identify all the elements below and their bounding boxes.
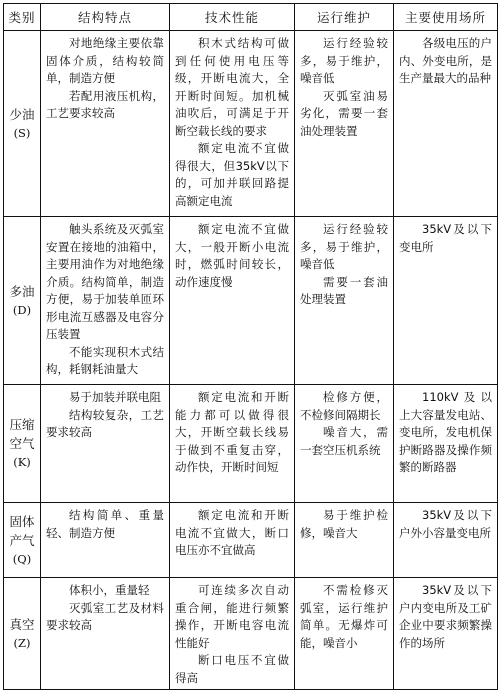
performance-text: 断口电压不宜做得高 bbox=[175, 653, 289, 685]
maintenance-text: 不需检修灭弧室，运行维护简单。无爆炸可能，噪音小 bbox=[300, 583, 388, 650]
maintenance-text: 灭弧室油易劣化，需要一套油处理装置 bbox=[300, 88, 388, 138]
maintenance-text: 易于维护检修，噪音大 bbox=[300, 508, 388, 540]
structure-text: 体积小，重量轻 bbox=[69, 583, 150, 597]
structure-text: 结构较复杂，工艺要求较高 bbox=[46, 407, 164, 439]
structure-text: 易于加装并联电阻 bbox=[69, 390, 161, 404]
performance-cell bbox=[170, 217, 295, 385]
category-code: (K) bbox=[13, 455, 31, 469]
usage-cell bbox=[394, 578, 498, 690]
table-row bbox=[4, 217, 498, 385]
structure-cell bbox=[41, 31, 170, 217]
category-name: 真空 bbox=[9, 616, 35, 632]
maintenance-cell bbox=[295, 31, 394, 217]
structure-text: 触头系统及灭弧室安置在接地的油箱中，主要用油作为对地绝缘介质。结构简单，制造方便，易于加装单匝环形电流互感器及电容分压装置 bbox=[46, 222, 164, 341]
usage-text: 各级电压的户内、外变电所，是生产量最大的品种 bbox=[399, 36, 492, 85]
usage-text: 35kV及以下户内变电所及工矿企业中要求频繁操作的场所 bbox=[399, 583, 492, 650]
header-performance: 技术性能 bbox=[170, 4, 295, 31]
structure-cell bbox=[41, 578, 170, 690]
performance-text: 额定电流和开断电流不宜做大，断口电压亦不宜做高 bbox=[175, 508, 289, 557]
category-cell bbox=[4, 31, 41, 217]
category-name: 压缩空气 bbox=[9, 417, 35, 451]
structure-text: 不能实现积木式结构，耗钢耗油量大 bbox=[46, 344, 164, 376]
structure-text: 灭弧室工艺及材料要求较高 bbox=[46, 600, 164, 632]
category-cell bbox=[4, 503, 41, 578]
category-cell bbox=[4, 578, 41, 690]
category-name: 固体产气 bbox=[9, 513, 35, 548]
structure-text: 结构简单、重量轻、制造方便 bbox=[46, 508, 164, 540]
maintenance-cell bbox=[295, 217, 394, 385]
category-code: (Q) bbox=[12, 551, 32, 566]
usage-text: 35kV及以下户外小容量变电所 bbox=[399, 508, 492, 540]
maintenance-text: 运行经验较多，易于维护，噪音低 bbox=[300, 222, 388, 271]
maintenance-text: 需要一套油处理装置 bbox=[300, 274, 388, 306]
category-name: 多油 bbox=[9, 283, 35, 299]
performance-cell bbox=[170, 578, 295, 690]
performance-cell bbox=[170, 385, 295, 503]
maintenance-text: 检修方便，不检修间隔期长 bbox=[300, 390, 388, 422]
category-code: (S) bbox=[13, 125, 31, 140]
category-name: 少油 bbox=[9, 106, 35, 122]
usage-cell bbox=[394, 31, 498, 217]
maintenance-cell bbox=[295, 578, 394, 690]
performance-text: 额定电流和开断能力都可以做得很大，开断空载长线易于做到不重复击穿，动作快，开断时间短 bbox=[175, 390, 289, 474]
maintenance-cell bbox=[295, 385, 394, 503]
performance-text: 额定电流不宜做得很大，但35kV以下的，可加并联回路提高额定电流 bbox=[175, 141, 289, 208]
category-cell bbox=[4, 217, 41, 385]
header-maintenance: 运行维护 bbox=[295, 4, 394, 31]
structure-cell bbox=[41, 217, 170, 385]
breaker-comparison-table bbox=[3, 3, 498, 690]
performance-text: 积木式结构可做到任何使用电压等级，开断电流大，全开断时间短。加机械油吹后，可满足于开断空载长线的要求 bbox=[175, 36, 289, 138]
table-row bbox=[4, 503, 498, 578]
header-structure: 结构特点 bbox=[41, 4, 170, 31]
table-row bbox=[4, 578, 498, 690]
header-category: 类别 bbox=[4, 4, 41, 31]
usage-cell bbox=[394, 217, 498, 385]
structure-text: 若配用液压机构，工艺要求较高 bbox=[46, 88, 164, 120]
header-usage: 主要使用场所 bbox=[394, 4, 498, 31]
usage-cell bbox=[394, 503, 498, 578]
usage-cell bbox=[394, 385, 498, 503]
maintenance-text: 运行经验较多，易于维护，噪音低 bbox=[300, 36, 388, 85]
category-cell bbox=[4, 385, 41, 503]
performance-cell bbox=[170, 503, 295, 578]
category-code: (Z) bbox=[13, 635, 31, 650]
table-row bbox=[4, 385, 498, 503]
usage-text: 35kV及以下变电所 bbox=[399, 222, 492, 254]
table-row bbox=[4, 31, 498, 217]
structure-cell bbox=[41, 503, 170, 578]
performance-text: 额定电流不宜做大，一般开断小电流时，燃弧时间较长，动作速度慢 bbox=[175, 222, 289, 289]
maintenance-cell bbox=[295, 503, 394, 578]
performance-text: 可连续多次自动重合闸，能进行频繁操作，开断电容电流性能好 bbox=[175, 583, 289, 650]
structure-text: 对地绝缘主要依靠固体介质，结构较简单，制造方便 bbox=[46, 36, 164, 85]
structure-cell bbox=[41, 385, 170, 503]
performance-cell bbox=[170, 31, 295, 217]
header-row bbox=[4, 4, 498, 31]
maintenance-text: 噪音大，需一套空压机系统 bbox=[300, 425, 388, 457]
usage-text: 110kV及以上大容量发电站、变电所，发电机保护断路器及操作频繁的断路器 bbox=[399, 390, 492, 474]
category-code: (D) bbox=[12, 302, 32, 317]
